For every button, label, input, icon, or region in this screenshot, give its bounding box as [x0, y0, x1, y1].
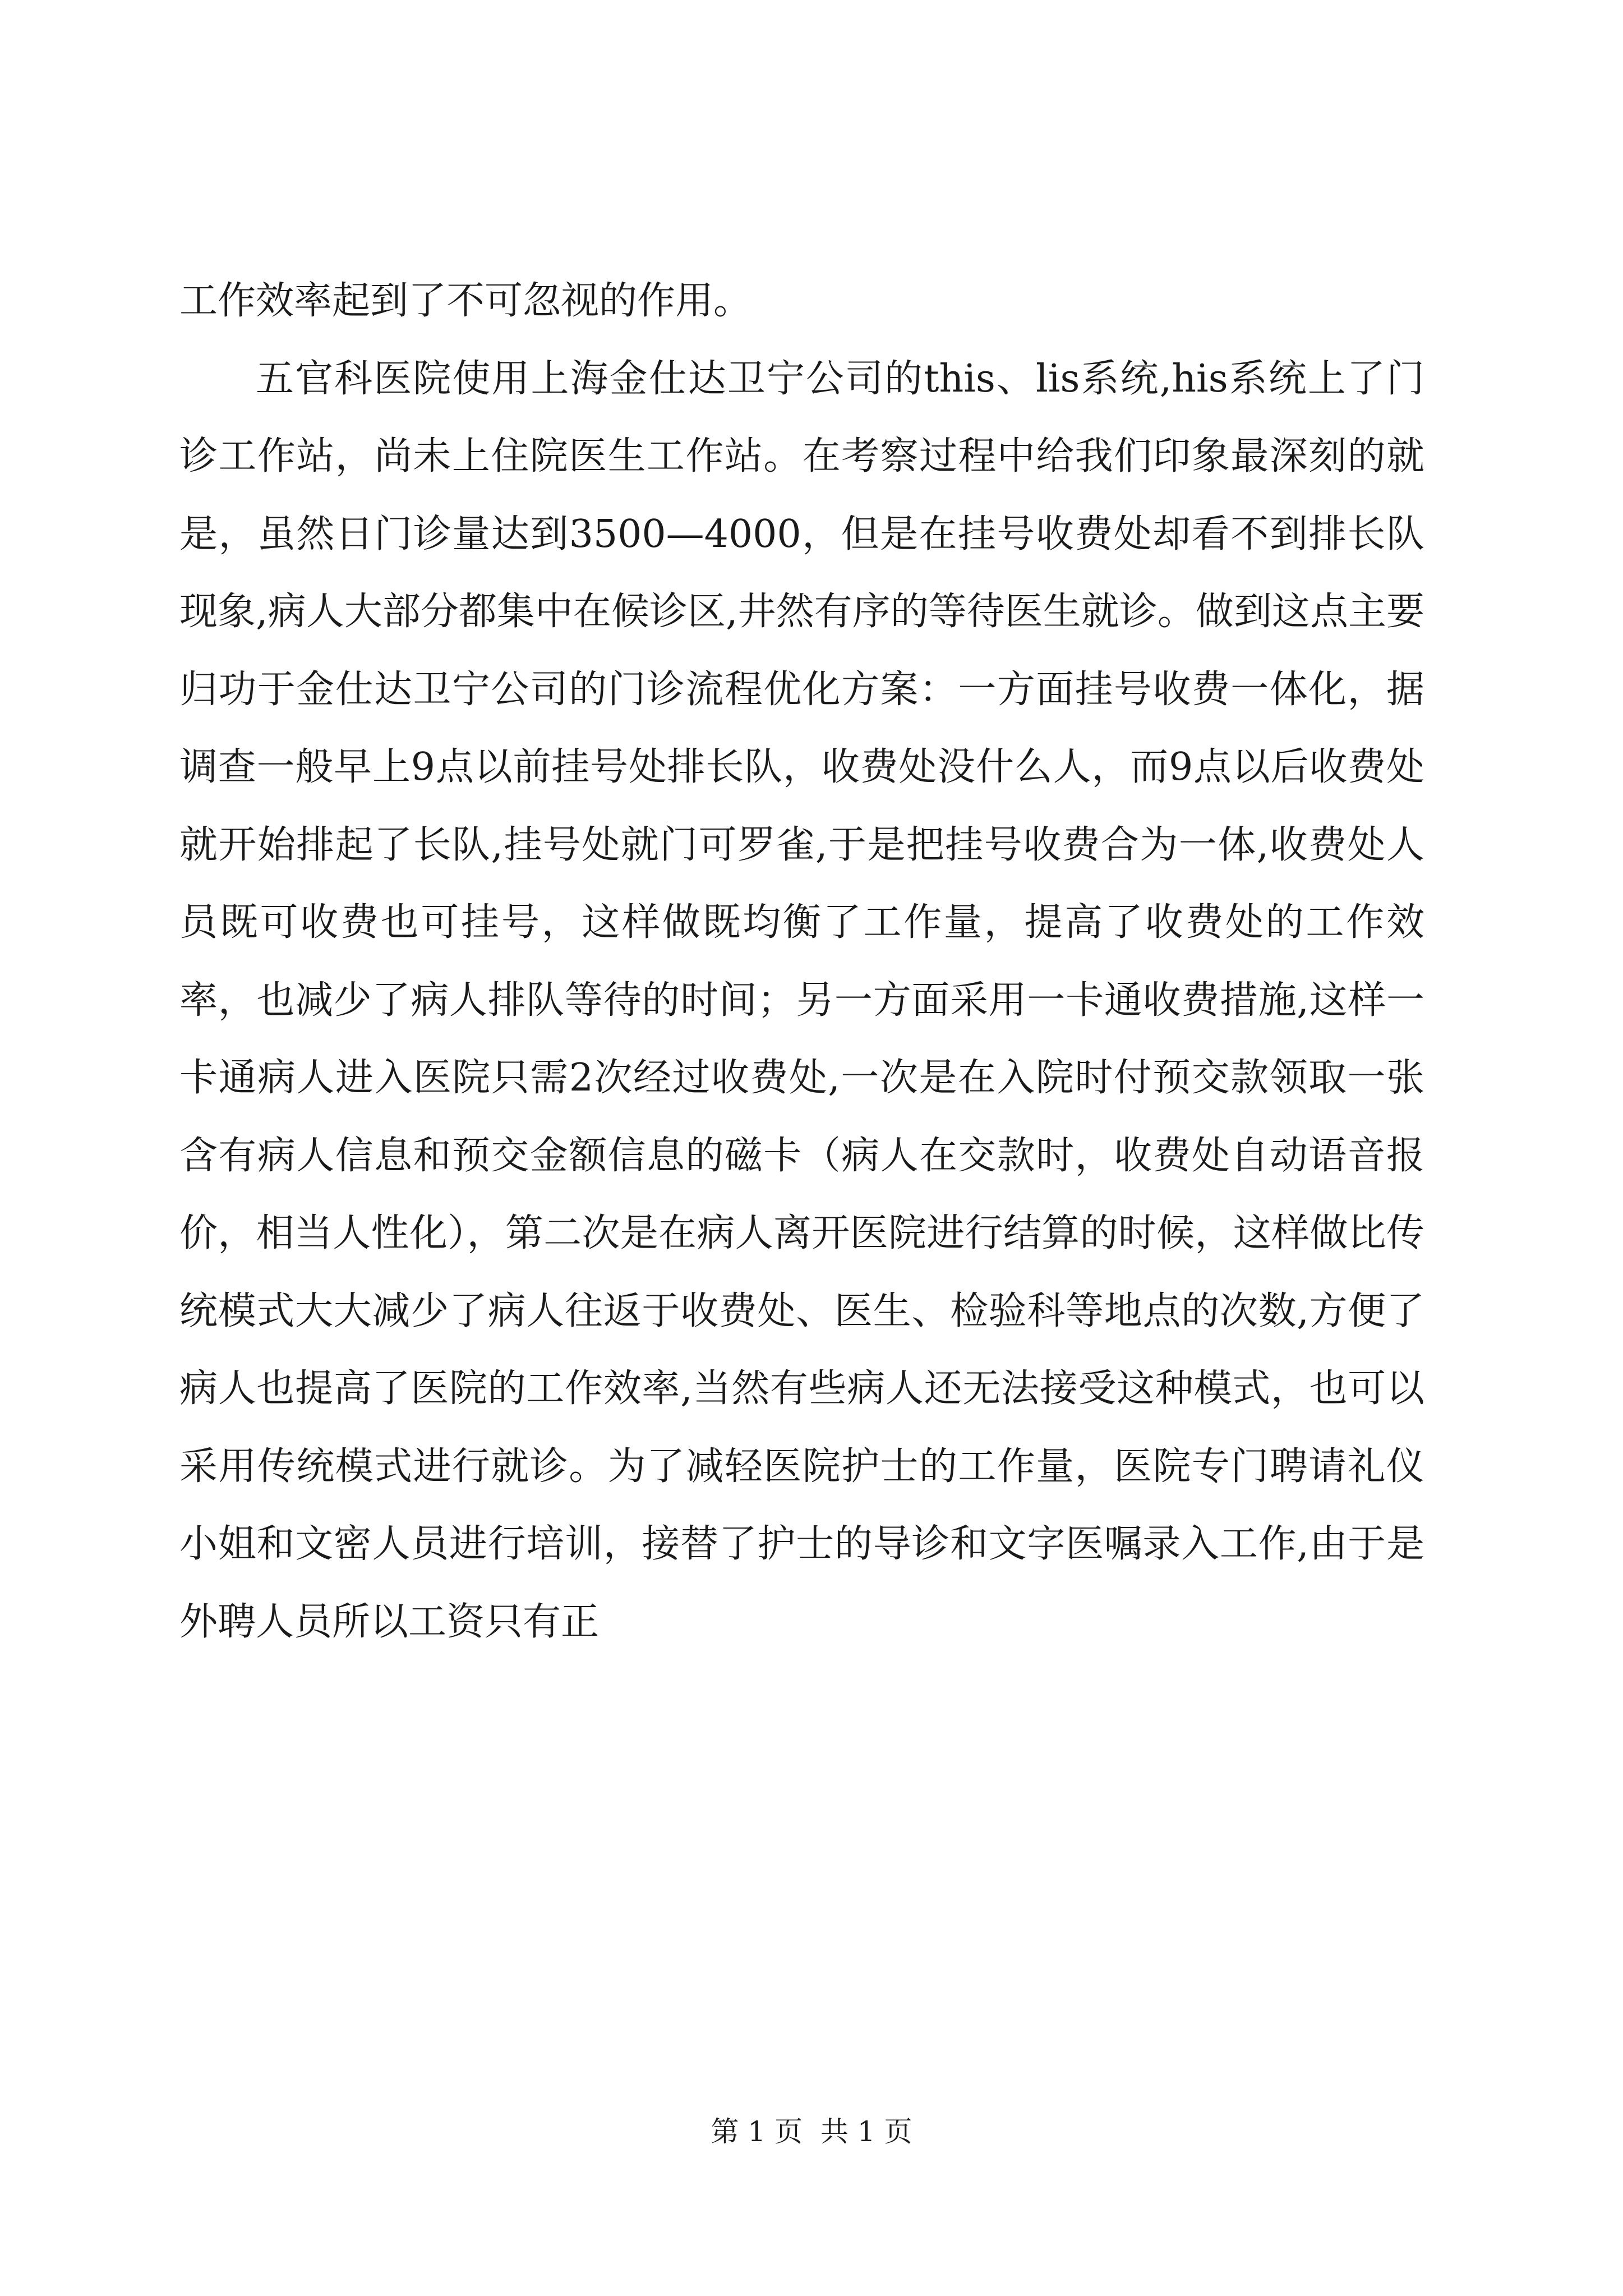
page-footer: 第 1 页 共 1 页	[711, 2115, 912, 2148]
paragraph-main: 五官科医院使用上海金仕达卫宁公司的this、lis系统,his系统上了门诊工作站，尚未上住院医生工作站。在考察过程中给我们印象最深刻的就是，虽然日门诊量达到3500—4000，但是在挂号收费处却看不到排长队现象,病人大部分都集中在候诊区,井然有序的等待医生就诊。做到这点主要归功于金仕达卫宁公司的门诊流程优化方案：一方面挂号收费一体化，据调查一般早上9点以前挂号处排长队，收费处没什么人，而9点以后收费处就开始排起了长队,挂号处就门可罗雀,于是把挂号收费合为一体,收费处人员既可收费也可挂号，这样做既均衡了工作量，提高了收费处的工作效率，也减少了病人排队等待的时间；另一方面采用一卡通收费措施,这样一卡通病人进入医院只需2次经过收费处,一次是在入院时付预交款领取一张含有病人信息和预交金额信息的磁卡（病人在交款时，收费处自动语音报价，相当人性化），第二次是在病人离开医院进行结算的时候，这样做比传统模式大大减少了病人往返于收费处、医生、检验科等地点的次数,方便了病人也提高了医院的工作效率,当然有些病人还无法接受这种模式，也可以采用传统模式进行就诊。为了减轻医院护士的工作量，医院专门聘请礼仪小姐和文密人员进行培训，接替了护士的导诊和文字医嘱录入工作,由于是外聘人员所以工资只有正	[179, 356, 1424, 1644]
body-text	[179, 263, 1424, 1661]
paragraph-continuation: 工作效率起到了不可忽视的作用。	[179, 279, 752, 323]
